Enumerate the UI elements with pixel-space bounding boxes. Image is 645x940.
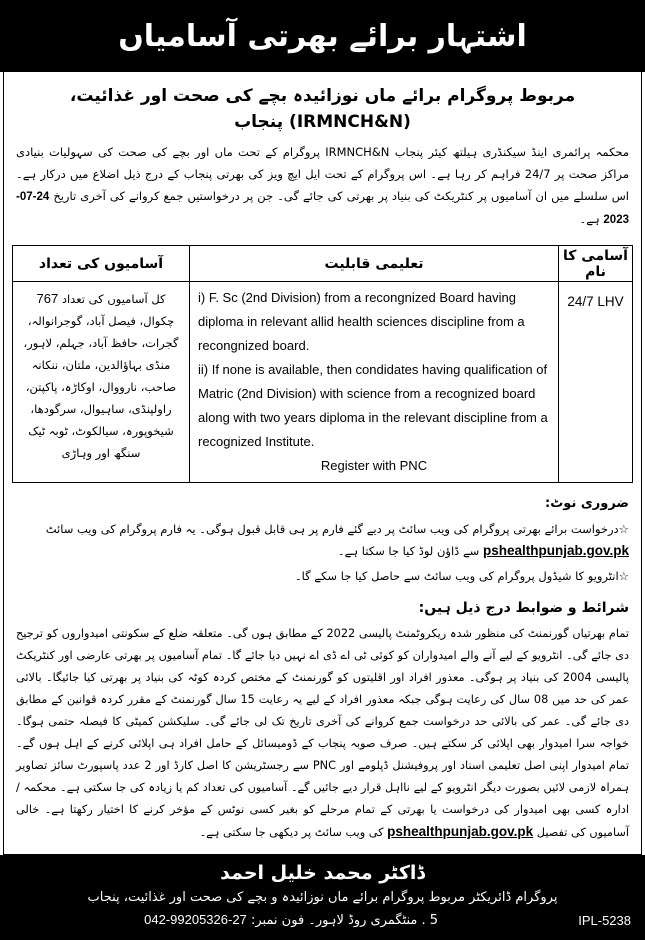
ad-title: اشتہار برائے بھرتی آسامیاں	[118, 18, 527, 54]
signatory-designation: پروگرام ڈائریکٹر مربوط پروگرام برائے ماں نوزائیدہ و بچے کی صحت اور غذائیت، پنجاب	[87, 890, 558, 905]
phone-number: 042-99205326-27	[144, 912, 247, 927]
conditions-paragraph: تمام بھرتیاں گورنمنٹ کی منظور شدہ ریکروٹمنٹ پالیسی 2022 کے مطابق ہوں گی۔ متعلقہ ضلع کے سکونتی امیدواروں کو ترجیح دی جائے گی۔ انٹرویو کے لیے آنے والے امیدواران کو کوئی ٹی اے ڈی اے نہیں دیا جائے گا۔ تمام آسامیوں پر بھرتی عارضی اور کنٹریکٹ پالیسی 2004 کی بنیاد پر ہوگی۔ معذور افراد اور اقلیتوں کو گورنمنٹ کے مختص کردہ کوٹہ کی بنیاد پر بھرتی کیا جائیگا۔ بالائی عمر کی حد میں 08 سال کی رعایت ہوگی جبکہ معذور افراد کے لیے یہ رعایت 15 سال گورنمنٹ کے مقرر کردہ قوانین کے مطابق دی جائے گی۔ عمر کی بالائی حد درخواست جمع کروانے کی آخری تاریخ تک لی جائے گی۔ سلیکشن کمیٹی کا فیصلہ حتمی ہوگا۔ خواجہ سرا امیدوار بھی اپلائی کر سکتے ہیں۔ صرف صوبہ پنجاب کے ڈومیسائل کے حامل افراد ہی اپلائی کرنے کے اہل ہوں گے۔ تمام امیدوار اپنی اصل تعلیمی اسناد اور پروفیشنل ڈپلومے اور PNC سے رجسٹریشن کا اصل کارڈ اور 2 عدد پاسپورٹ سائز تصاویر ہمراہ لازمی لائیں بصورت دیگر انٹرویو کے لیے نااہل قرار دیے جائیں گے۔ آسامیوں کی تعداد کم یا زیادہ کی جا سکتی ہے۔ محکمہ / ادارہ کسی بھی امیدوار کی درخواست یا بھرتی کے تمام مرحلے کو بغیر کسی نوٹس کے مؤخر کرنے کا اختیار رکھتا ہے۔ خالی آسامیوں کی تفصیل pshealthpunjab.gov.pk کی ویب سائٹ پر دیکھی جا سکتی ہے۔	[16, 627, 630, 839]
table-row	[13, 282, 633, 483]
qualification-cell: i) F. Sc (2nd Division) from a recongnized Board having diploma in relevant allid health sciences discipline from a recongnized board. ii) If none is available, then condidates having qualification of Matric (2nd Division) with science from a recognized board along with two years diploma in the relevant discipline from a recognized Institute. Register with PNC	[190, 282, 559, 483]
conditions-heading: شرائط و ضوابط درج ذیل ہیں:	[418, 600, 629, 616]
deadline-date: 24-07-2023	[16, 191, 629, 226]
website-link[interactable]: pshealthpunjab.gov.pk	[482, 543, 629, 558]
header-qualification: تعلیمی قابلیت	[190, 246, 559, 282]
intro-paragraph: محکمہ پرائمری اینڈ سیکنڈری ہیلتھ کیئر پنجاب IRMNCH&N پروگرام کے تحت ماں اور بچے کی صحت کی سہولیات بنیادی مراکز صحت پر 24/7 فراہم کر رہا ہے۔ اس پروگرام کے تحت ایل ایچ ویز کی بھرتی پنجاب کے درج ذیل اضلاع میں درکار ہے۔ اس سلسلے میں ان آسامیوں پر کنٹریکٹ کی بنیاد پر بھرتی کی جائے گی۔ جن پر درخواستیں جمع کروانے کی آخری تاریخ 24-07-2023 ہے۔	[16, 145, 630, 226]
register-note: Register with PNC	[320, 458, 428, 473]
header-post: آسامی کا نام	[559, 246, 633, 282]
table-header-row	[13, 246, 633, 282]
post-name: 24/7 LHV	[559, 282, 633, 483]
signatory-name: ڈاکٹر محمد خلیل احمد	[220, 862, 425, 884]
address: 042-99205326-27 5 . منٹگمری روڈ لاہور۔ فون نمبر:	[144, 912, 439, 928]
address-row	[14, 909, 631, 932]
note-item: ☆درخواست برائے بھرتی پروگرام کی ویب سائٹ پر دیے گئے فارم پر ہی قابل قبول ہوگی۔ یہ فارم پروگرام کی ویب سائٹ pshealthpunjab.gov.pk سے ڈاؤن لوڈ کیا جا سکتا ہے۔	[45, 522, 629, 558]
ad-body-frame	[3, 72, 642, 855]
vacancy-table	[12, 245, 633, 483]
notes-heading: ضروری نوٹ:	[545, 496, 629, 511]
ad-footer	[0, 855, 645, 940]
header-count: آسامیوں کی تعداد	[13, 246, 190, 282]
vacancy-count: 767	[36, 291, 59, 306]
ad-header-banner	[0, 0, 645, 72]
note-item: ☆انٹرویو کا شیڈول پروگرام کی ویب سائٹ سے حاصل کیا جا سکے گا۔	[294, 569, 629, 583]
program-subtitle: مربوط پروگرام برائے ماں نوزائیدہ بچے کی صحت اور غذائیت، (IRMNCH&N) پنجاب	[69, 86, 576, 132]
ad-code: IPL-5238	[578, 912, 631, 928]
website-link[interactable]: pshealthpunjab.gov.pk	[387, 824, 534, 839]
count-cell: کل آسامیوں کی تعداد 767 چکوال، فیصل آباد، گوجرانوالہ، گجرات، حافظ آباد، جہلم، لاہور، منڈی بہاؤالدین، ملتان، ننکانہ صاحب، نارووال، اوکاڑہ، پاکپتن، راولپنڈی، ساہیوال، سرگودھا، شیخوپورہ، سیالکوٹ، ٹوبہ ٹیک سنگھ اور وہاڑی	[13, 282, 190, 483]
district-list: چکوال، فیصل آباد، گوجرانوالہ، گجرات، حافظ آباد، جہلم، لاہور، منڈی بہاؤالدین، ملتان، ننکانہ صاحب، نارووال، اوکاڑہ، پاکپتن، راولپنڈی، ساہیوال، سرگودھا، شیخوپورہ، سیالکوٹ، ٹوبہ ٹیک سنگھ اور وہاڑی	[23, 314, 179, 460]
